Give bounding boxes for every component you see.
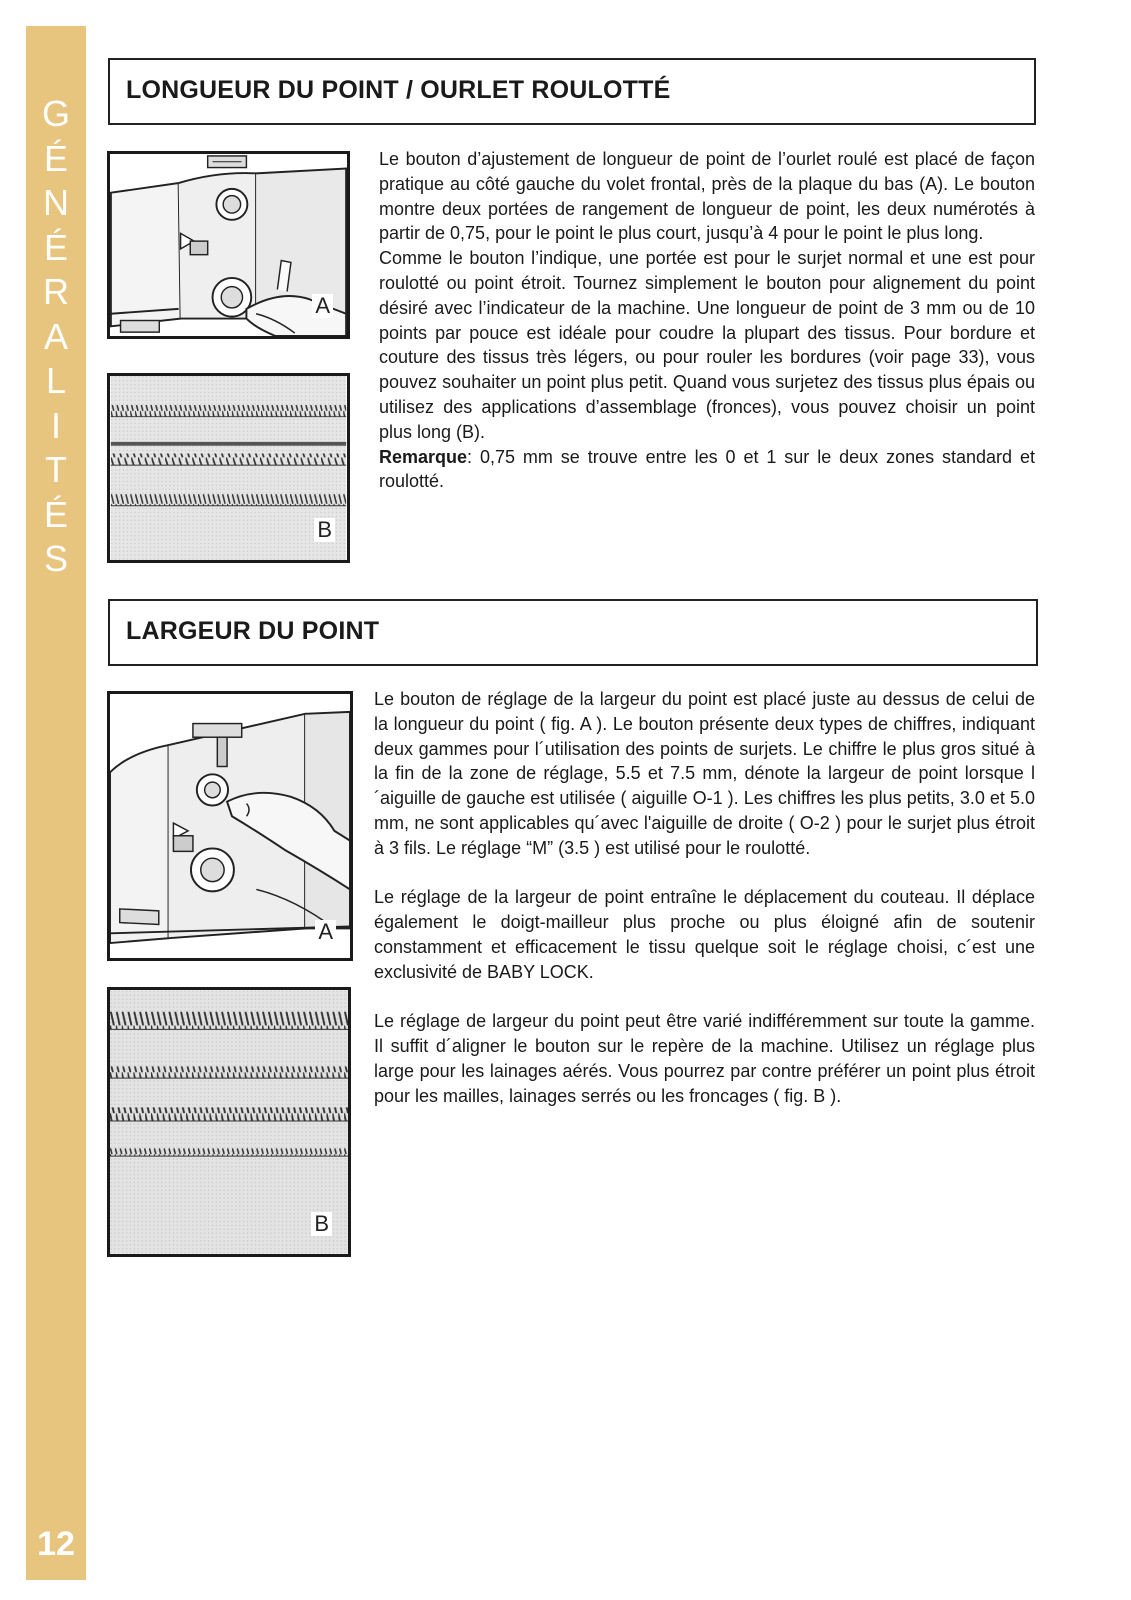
section2-body <box>374 687 1035 1109</box>
side-letter: G <box>41 93 70 134</box>
section1-body <box>379 147 1035 494</box>
paragraph: Comme le bouton l’indique, une portée est pour le surjet normal et une est pour roulotté ou point étroit. Tournez simplement le bouton pour alignement du point désiré avec l’indicateur de la machine. Une longueur de point de 3 mm ou de 10 points par pouce est idéale pour coudre la plupart des tissus. Pour bordure et couture des tissus très légers, ou pour rouler les bordures (voir page 33), vous pouvez souhaiter un point plus petit. Quand vous surjetez des tissus plus épais ou utilisez des applications d’assemblage (fronces), vous pouvez choisir un point plus long (B). <box>379 248 1035 442</box>
section-tab-generalites <box>26 92 86 582</box>
side-letter: L <box>45 360 67 401</box>
remark-label: Remarque <box>379 446 468 467</box>
figure-label-b: B <box>311 1212 332 1236</box>
figure-stitch-length-dial <box>107 151 350 339</box>
section-header-stitch-length <box>108 58 1036 125</box>
side-letter: É <box>43 493 68 535</box>
section-header-stitch-width <box>108 599 1038 666</box>
side-letter: R <box>43 271 69 312</box>
remark <box>379 445 1035 495</box>
side-letter: É <box>43 226 68 268</box>
side-band <box>26 26 86 1580</box>
remark-text: : 0,75 mm se trouve entre les 0 et 1 sur le deux zones standard et roulotté. <box>379 446 1035 492</box>
paragraph: Le bouton de réglage de la largeur du point est placé juste au dessus de celui de la longueur du point ( fig. A ). Le bouton présente deux types de chiffres, indiquant deux gammes pour l´utilisation des points de surjets. Le chiffre le plus gros situé à la fin de la zone de réglage, 5.5 et 7.5 mm, dénote la largeur de point lorsque l´aiguille de gauche est utilisée ( aiguille O-1 ). Les chiffres les plus petits, 3.0 et 5.0 mm, ne sont applicables qu´avec l'aiguille de droite ( O-2 ) pour le surjet plus étroit à 3 fils. Le réglage “M” (3.5 ) est utilisé pour le roulotté. <box>374 689 1035 858</box>
section-title: LONGUEUR DU POINT / OURLET ROULOTTÉ <box>126 76 671 104</box>
side-letter: N <box>43 182 69 223</box>
figure-stitch-width-samples <box>107 987 351 1257</box>
side-letter: A <box>43 315 68 357</box>
page-number: 12 <box>37 1525 75 1563</box>
machine-width-dial-illustration <box>110 694 350 958</box>
figure-stitch-length-samples <box>107 373 350 563</box>
figure-label-a: A <box>312 294 333 318</box>
side-letter: I <box>50 404 61 446</box>
figure-label-b: B <box>314 518 335 542</box>
side-letter: T <box>45 449 67 490</box>
paragraph: Le bouton d’ajustement de longueur de point de l’ourlet roulé est placé de façon pratique au côté gauche du volet frontal, près de la plaque du bas (A). Le bouton montre deux portées de rangement de longueur de point, les deux numérotés à partir de 0,75, pour le point le plus court, jusqu’à 4 pour le point le plus long. <box>379 149 1035 244</box>
side-letter: É <box>43 137 68 179</box>
paragraph: Le réglage de largeur du point peut être varié indifféremment sur toute la gamme. Il suffit d´aligner le bouton sur le repère de la machine. Utilisez un réglage plus large pour les lainages aérés. Vous pourrez par contre préférer un point plus étroit pour les mailles, lainages serrés ou les froncages ( fig. B ). <box>374 1011 1035 1106</box>
side-letter: S <box>43 538 68 579</box>
figure-stitch-width-dial <box>107 691 353 961</box>
paragraph: Le réglage de la largeur de point entraîne le déplacement du couteau. Il déplace également le doigt-mailleur plus proche ou plus éloigné afin de soutenir constamment et efficacement le tissu quelque soit le réglage choisi, c´est une exclusivité de BABY LOCK. <box>374 887 1035 982</box>
section-title: LARGEUR DU POINT <box>126 617 380 645</box>
figure-label-a: A <box>315 920 336 944</box>
stitch-samples-illustration <box>110 376 347 560</box>
